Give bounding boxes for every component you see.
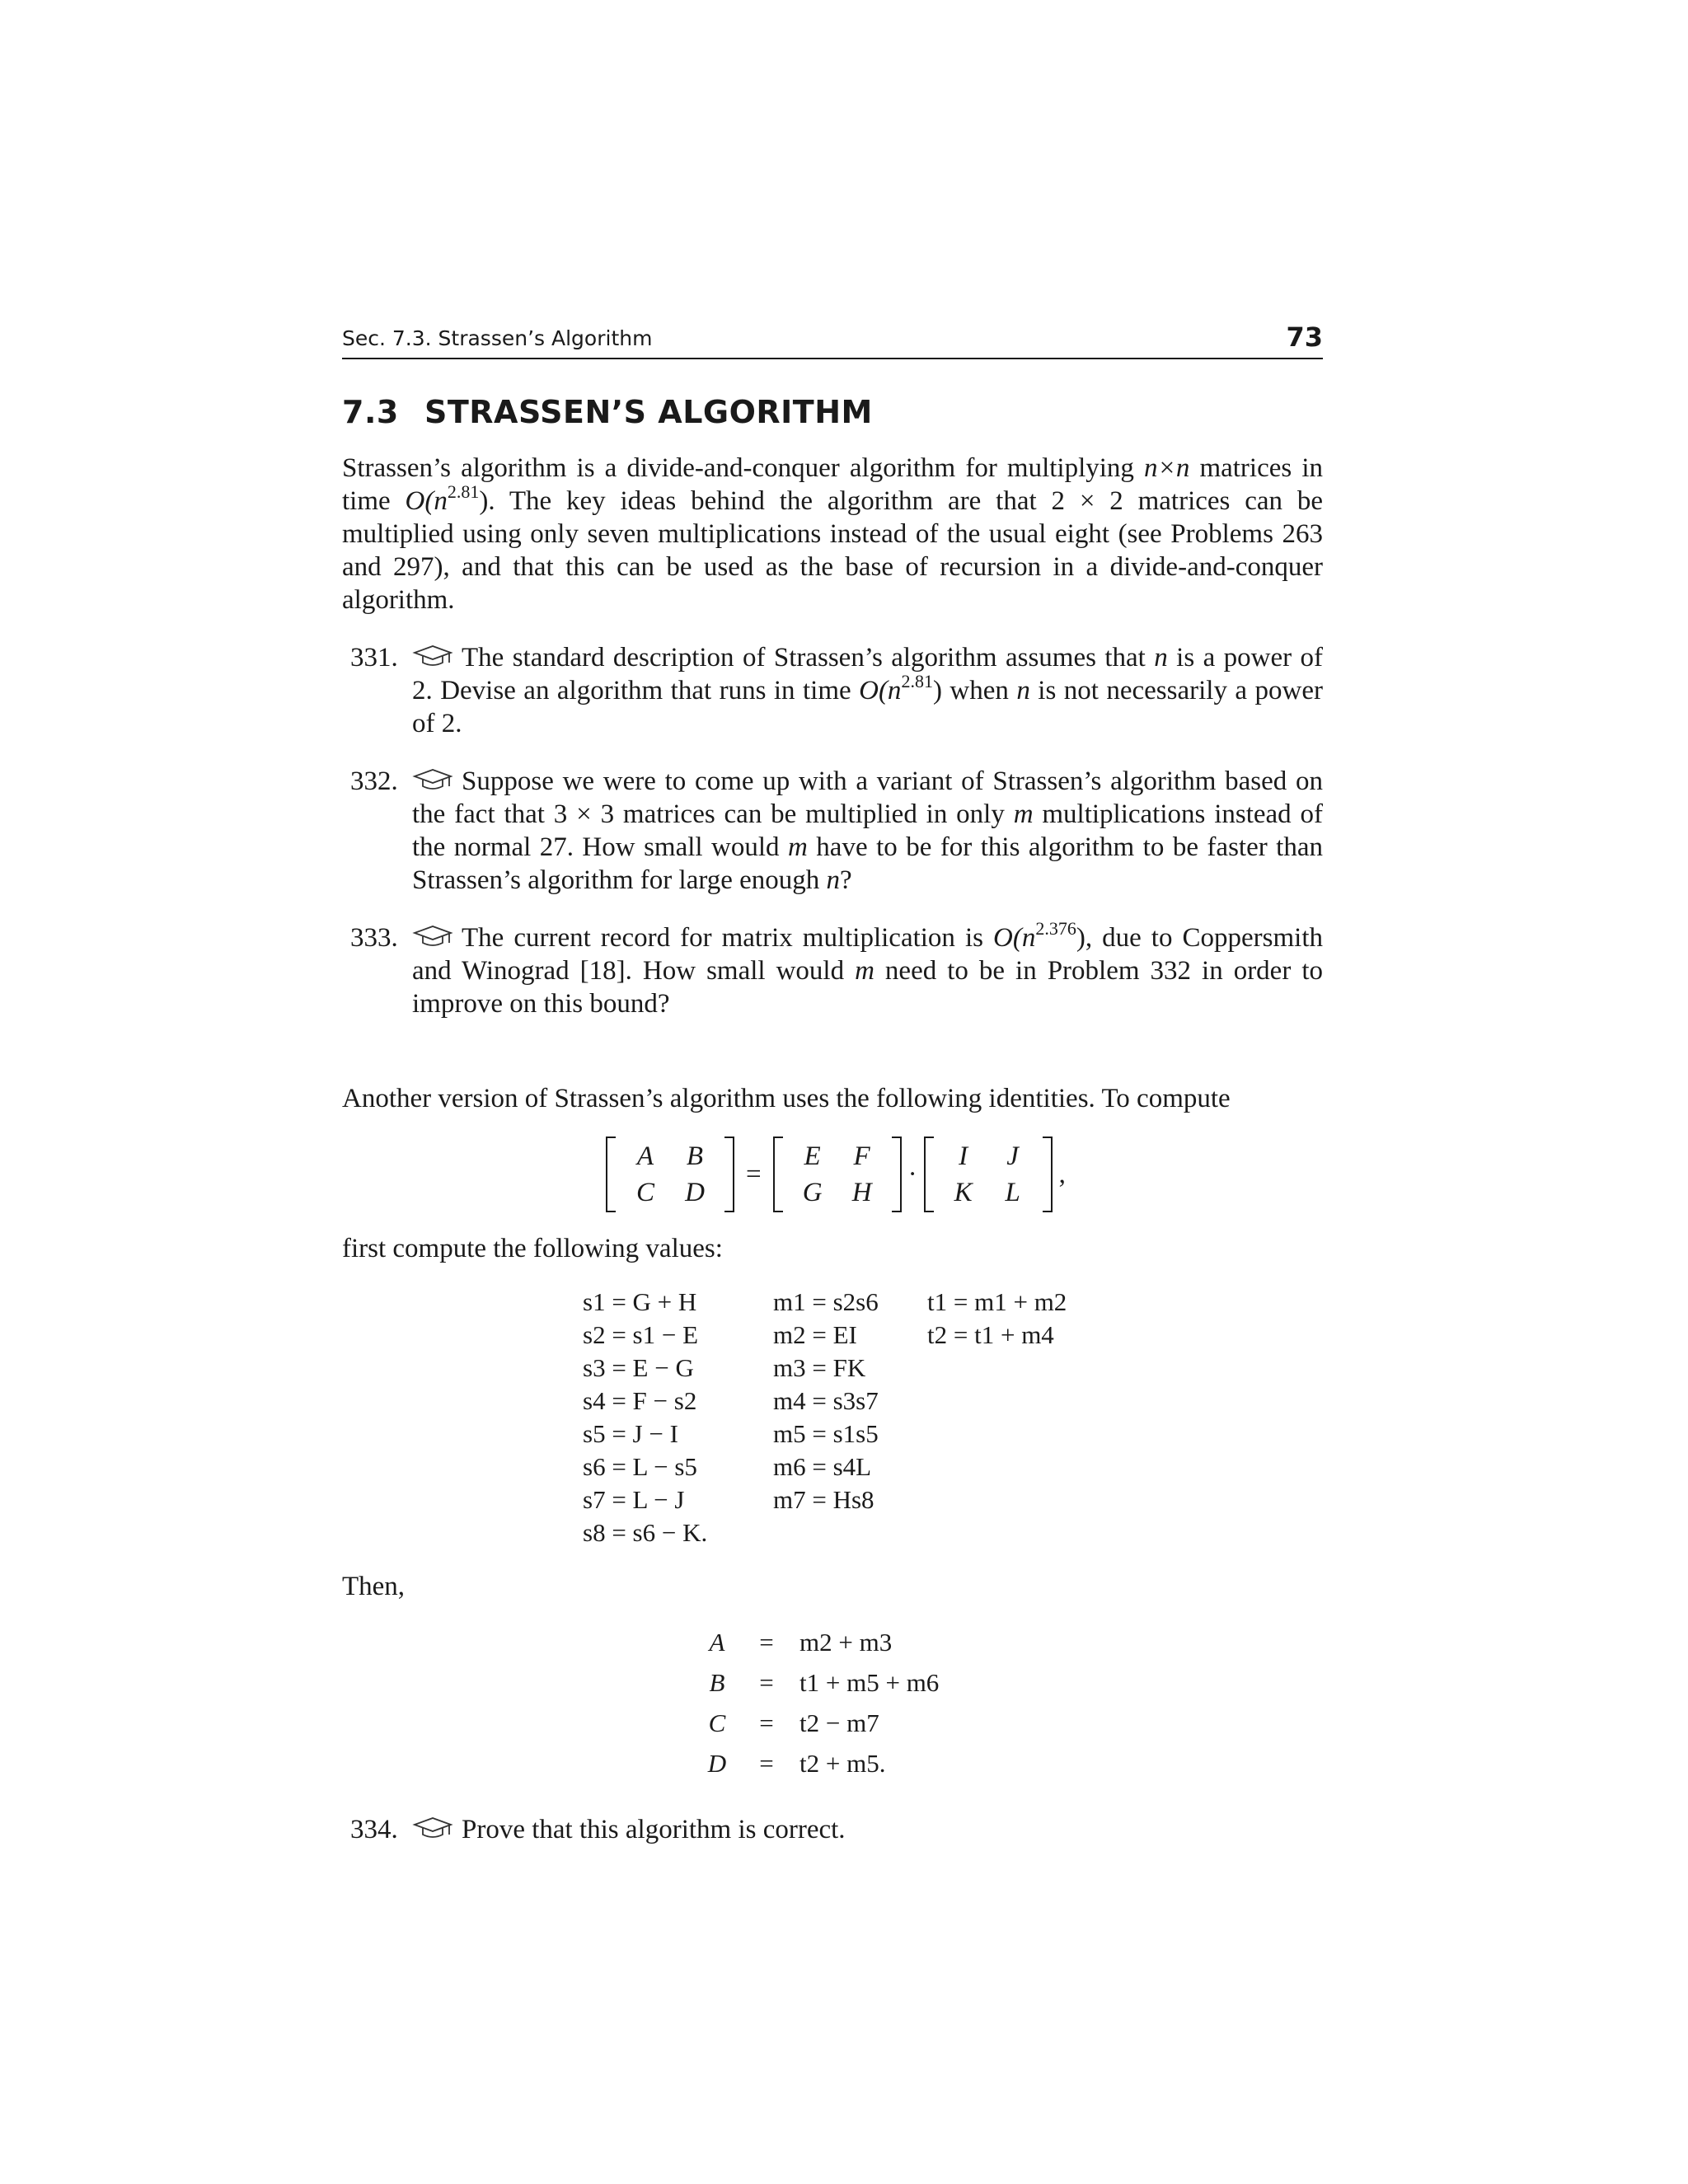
- m-value: m6 = s4L: [773, 1452, 872, 1481]
- m-value: m1 = s2s6: [773, 1287, 879, 1316]
- s-value: s1 = G + H: [583, 1287, 697, 1316]
- page-number: 73: [1286, 321, 1323, 353]
- matrix-lhs: A B C D: [606, 1137, 734, 1212]
- problem-number: 334.: [350, 1815, 398, 1844]
- problem-331: 331. The standard description of Strassen’s algorithm assumes that n is a power of 2. Devise an algorithm that runs in time $O(n^{2.81})$ when n is not necessarily a power of 2.: [350, 643, 1323, 738]
- m-value: m3 = FK: [773, 1353, 866, 1382]
- first-compute-text: first compute the following values:: [342, 1234, 723, 1263]
- section-heading: [342, 394, 873, 430]
- intro-paragraph: Strassen’s algorithm is a divide-and-conquer algorithm for multiplying n×n matrices in time $O(n^{2.81})$. The key ideas behind the algorithm are that 2 × 2 matrices can be multiplied using only seven multiplications instead of the usual eight (see Problems 263 and 297), and that this can be used as the base of recursion in a divide-and-conquer algorithm.: [342, 453, 1324, 615]
- s-value: s3 = E − G: [583, 1353, 694, 1382]
- equation-row: B = t1 + m5 + m6: [709, 1668, 940, 1697]
- matrix-ijkl: I J K L: [924, 1137, 1053, 1212]
- s-value: s4 = F − s2: [583, 1386, 697, 1415]
- problem-332: 332. Suppose we were to come up with a variant of Strassen’s algorithm based on the fact that 3 × 3 matrices can be multiplied in only m multiplications instead of the normal 27. How small would m have to be for this algorithm to be faster than Strassen’s algorithm for large enough n?: [350, 766, 1324, 895]
- graduation-cap-icon: [412, 925, 453, 949]
- equation-row: D = t2 + m5.: [707, 1749, 886, 1778]
- m-value: m7 = Hs8: [773, 1485, 874, 1514]
- m-value: m5 = s1s5: [773, 1419, 879, 1448]
- problem-number: 333.: [350, 923, 398, 953]
- s-value: s6 = L − s5: [583, 1452, 697, 1481]
- problem-334: 334. Prove that this algorithm is correct.: [350, 1815, 846, 1844]
- t-value: t1 = m1 + m2: [927, 1287, 1067, 1316]
- s-value: s8 = s6 − K.: [583, 1518, 708, 1547]
- section-reference: Sec. 7.3. Strassen’s Algorithm: [342, 326, 653, 350]
- m-value: m4 = s3s7: [773, 1386, 879, 1415]
- t-value: t2 = t1 + m4: [927, 1320, 1054, 1349]
- s-value: s5 = J − I: [583, 1419, 678, 1448]
- final-equations: [692, 1628, 939, 1789]
- s-value: s7 = L − J: [583, 1485, 685, 1514]
- another-version-text: Another version of Strassen’s algorithm uses the following identities. To compute: [342, 1084, 1231, 1113]
- problem-333: 333. The current record for matrix multiplication is $O(n^{2.376})$, due to Coppersmith and Winograd [18]. How small would m need to be in Problem 332 in order to improve on this bound?: [350, 918, 1323, 1019]
- graduation-cap-icon: [412, 644, 453, 669]
- graduation-cap-icon: [412, 1816, 453, 1841]
- m-values-column: [773, 1286, 879, 1516]
- running-head: [342, 321, 1323, 359]
- equation-row: A = m2 + m3: [709, 1628, 893, 1657]
- section-title: STRASSEN’S ALGORITHM: [424, 394, 873, 430]
- then-text: Then,: [342, 1572, 406, 1601]
- matrix-equation: A B C D = E F G H · I J K L ,: [606, 1133, 1066, 1216]
- t-values-column: [927, 1286, 1067, 1352]
- equation-row: C = t2 − m7: [708, 1708, 879, 1737]
- s-values-column: [583, 1286, 707, 1549]
- problem-number: 332.: [350, 766, 398, 796]
- s-value: s2 = s1 − E: [583, 1320, 699, 1349]
- section-number: 7.3: [342, 394, 399, 430]
- problem-number: 331.: [350, 643, 398, 673]
- matrix-efgh: E F G H: [773, 1137, 902, 1212]
- m-value: m2 = EI: [773, 1320, 857, 1349]
- graduation-cap-icon: [412, 768, 453, 793]
